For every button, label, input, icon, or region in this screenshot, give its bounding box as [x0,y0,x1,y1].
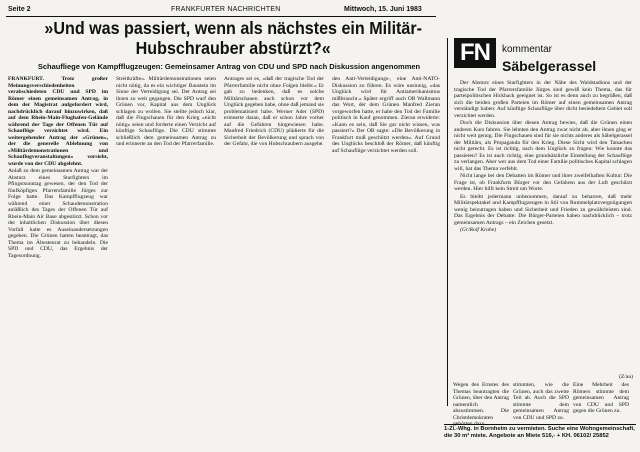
article-column-1 [8,76,108,444]
article-lead: FRANKFURT. Trotz großer Meinungsverschiedenheiten verabschiedeten CDU und SPD im Römer einen gemeinsamen Antrag, in dem der Magistrat aufgefordert wird, nachdrücklich darauf hinzuwirken, daß auf dem Rhein-Main-Flughafen-Gelände während der Tage der Offenen Tür auf Schauflüge verzichtet wird. Ein weitergehender Antrag der »Grünen«, der die generelle Ablehnung von »Militärdemonstrationen und Schauflugveranstaltungen« vorsieht, wurde von der CDU abgelehnt. [8,76,108,167]
article-column-4 [332,76,440,444]
page-number: Seite 2 [8,6,31,13]
commentary-box [447,38,636,406]
article-headline: »Und was passiert, wenn als nächstes ein Militär-Hubschrauber abstürzt?« [44,18,422,58]
article-continuation [453,374,633,427]
commentary-paragraph: Nicht lange bei den Debatten im Römer und ihrer zweifelhaften Kultur: Die Frage ist, ob Frankfurts Bürger vor den Gefahren aus der Luft geschützt werden. Hier hilft kein Streit um Worte. [454,173,632,192]
article-body [8,76,444,446]
article-paragraph: Antrages sei es, »daß der tragische Tod der Pfarrerfamilie nicht ohne Folgen bleibt.« Er gab zu bedenken, daß es solche Militärschauen auch schon vor dem Unglück gegeben habe, ohne daß jemand sie problematisiert habe. Werner Ader (SPD) erinnerte daran, daß er schon Jahre vorher auf die Gefahren hingewiesen habe. Manfred Friedrich (CDU) plädierte für die Sicherheit der Bevölkerung und sprach von der Gefahr, die von Hubschraubern ausgehe. [224,76,324,147]
issue-date: Mittwoch, 15. Juni 1983 [344,6,422,13]
commentary-paragraph: Der Absturz eines Starfighters in der Nähe des Waldstadions und der tragische Tod der Pfarrersfamilie Jürges sind gewiß kein Thema, das für parteipolitischen Hickhack geeignet ist. So ist es denn auch zu begrüßen, daß sich die beiden großen Parteien im Römer auf einen gemeinsamen Antrag verständigt haben: Auf künftige Schauflüge über dicht besiedeltem Gebiet soll verzichtet werden. [454,80,632,119]
article-paragraph: Anlaß zu dem gemeinsamen Antrag war der Absturz eines Starfighters im Pfingstsonntag gewesen, der den Tod der fünfköpfigen Pfarrersfamilie Jürges zur Folge hatte. Das Kampfflugzeug war während einer Schaudemonstration anläßlich des Tages der Offenen Tür auf Rhein-Main Air Base abgestürzt. Schon vor der inhaltlichen Diskussion über diesen Vorfall hatte es Auseinandersetzungen gegeben. Die Grünen hatten beantragt, das Thema im Ältestenrat zu behandeln. Die SPD und CDU, das Ergebnis der Tagesordnung. [8,168,108,259]
photo-credit: (Z/au) [619,374,633,380]
commentary-paragraph: Doch die Diskussion über diesen Antrag bewies, daß die Grünen einen anderen Kurs fahren. Sie lehnten den Antrag zwar nicht ab, aber ihnen ging er nicht weit genug. Die Flugschauen sind für sie nichts anderes als Säbelgerassel der Militärs, als Propaganda für den Krieg. Diese Sicht wird den Tatsachen nicht gerecht. Es ist richtig, nach dem Unglück zu fragen: Wie konnte das passieren? Es ist auch richtig, eine grundsätzliche Einstellung der Schauflüge zu verlangen. Aber wer aus dem Tod einer Familie politisches Kapital schlagen will, hat das Thema verfehlt. [454,120,632,172]
commentary-paragraph: Es bleibt jedermann unbenommen, darauf zu beharren, daß mehr Militärspektakel und Kampfflugzeugen in Stil von Rummelplatzvergnügungen wenig beizutragen haben und Sicherheit und Frieden zu gewährleisten sind. Das Ergebnis der Debatte: Die Bürger-Parteien haben nachdrücklich – trotz gemeinsamen Antrags – ein Zeichen gesetzt. [454,193,632,226]
header-rule [6,16,436,17]
commentary-label: kommentar [502,44,553,55]
commentary-title: Säbelgerassel [502,58,597,74]
continuation-column-3: Eine Mehrheit des Römers stimmte dem gemeinsamen Antrag von CDU und SPD gegen die Grünen zu. [573,382,629,414]
commentary-text [454,80,632,235]
classified-ad: 1-Zi.-Whg. in Bornheim zu vermieten. Suche eine Wohngemeinschaft, die 30 m² miete. Angebote an Miete 516,- + KH. 06102/ 25852 [444,424,636,450]
article-subhead: Schaufliege von Kampfflugzeugen: Gemeinsamer Antrag von CDU und SPD nach Diskussion angenommen [37,62,421,71]
article-column-3 [224,76,324,444]
newspaper-name: FRANKFURTER NACHRICHTEN [171,6,281,13]
page-header [6,4,634,16]
continuation-column-2: stimmten, wie die Grünen, auch das zweite Teil ab. Auch die SPD stimmte dem gemeinsamen Antrag von CDU und SPD zu. [513,382,569,421]
article-paragraph: den Anti-Verteidigungs-, eine Anti-NATO-Diskussion zu führen. Es wäre unsinnig, »das Unglück wird für Antiamerikanismus mißbraucht.« Später ergriff auch OB Wallmann das Wort, der dem Grünen Manfred Zieran vorgeworfen hatte, er habe den Tod der Familie politisch in Kauf genommen. Zieran erwiderte: »Kann es sein, daß Sie gar nicht wissen, was passiert?« Der OB sagte: »Die Bevölkerung in Frankfurt muß geschützt werden«. Auf Grund des Unglücks beschloß der Römer, daß künftig auf Schauflüge verzichtet werden soll. [332,76,440,154]
continuation-column-1: Wegen des Ernstes des Themas beantragten die Grünen, über den Antrag namentlich abzustimmen. Die Christdemokraten gehörten dazu. [453,382,509,427]
fn-logo: FN [454,38,496,68]
commentary-author: (Gr/Rolf Krahe) [460,227,497,233]
article-column-2 [116,76,216,444]
article-paragraph: Streitkräfte«. Militärdemonstrationen seien nicht nötig, da es ein wichtiger Baustein im Sinne der Verteidigung sei. Der Antrag sei ihnen zu weit gegangen. Die SPD warf den Grünen vor, Kapital aus dem Unglück schlagen zu wollen. Sie stellte jedoch klar, daß die Flugschauen für den Krieg »nicht nötig« seien und forderte einen Verzicht auf künftige Schauflüge. Die CDU stimmte schließlich dem gemeinsamen Antrag zu und erinnerte an den Tod der Pfarrerfamilie. [116,76,216,147]
